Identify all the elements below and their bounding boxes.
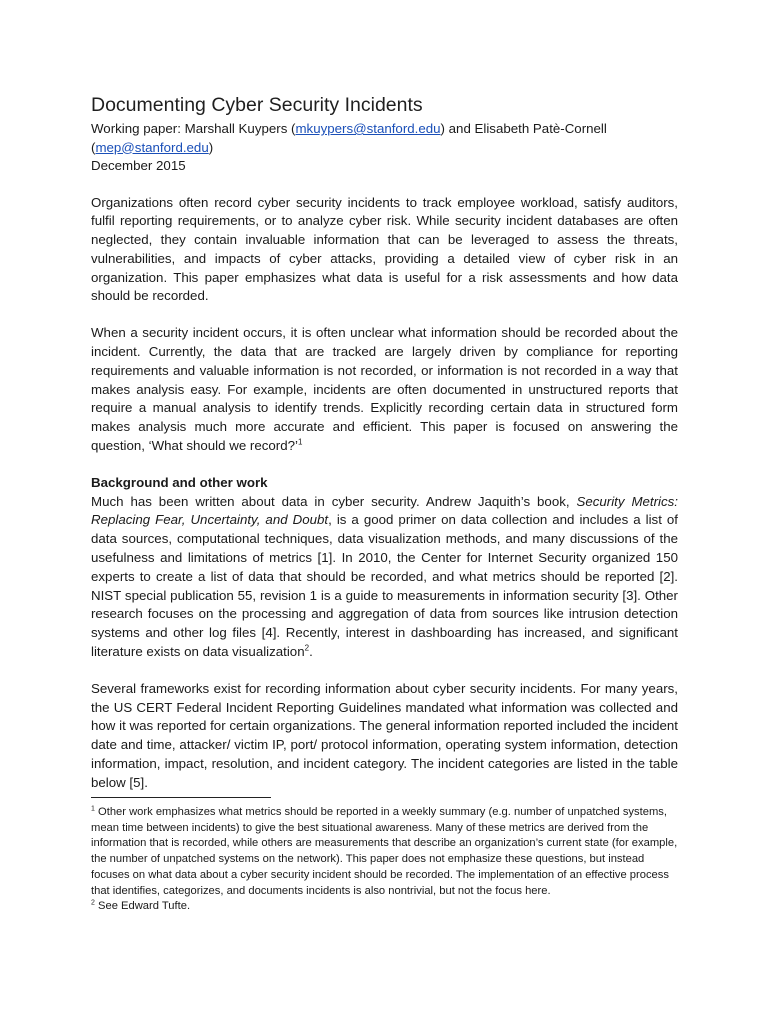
background-end: . bbox=[309, 644, 313, 660]
paragraph-incident-text bbox=[91, 324, 678, 456]
paragraph-incident bbox=[91, 324, 678, 456]
email-link-pate-cornell[interactable]: mep@stanford.edu bbox=[95, 139, 209, 155]
paper-date: December 2015 bbox=[91, 158, 186, 173]
paragraph-incident-body: When a security incident occurs, it is often unclear what information should be recorded about the incident. Currently, the data that are tracked are largely driven by compliance for reporting requirements and valuable information is not recorded, or information is not recorded in a way that makes analysis easy. For example, incidents are often documented in unstructured reports that require a manual analysis to identify trends. Explicitly recording certain data in structured form makes analysis much more accurate and efficient. This paper is focused on answering the question, ‘What should we record?’ bbox=[91, 325, 678, 454]
footnote-2 bbox=[91, 899, 681, 915]
footnote-1-text: Other work emphasizes what metrics should be reported in a weekly summary (e.g. number of unpatched systems, mean time between incidents) to give the best situational awareness. Many of these metrics are derived from the information that is recorded, while others are measurements that describe an organization’s current state (for example, the number of unpatched systems on the network). This paper does not emphasize these questions, but instead focuses on what data about a cyber security incident should be recorded. The implementation of an effective process that identifies, categorizes, and documents incidents is also nontrivial, but not the focus here. bbox=[91, 806, 678, 897]
paragraph-background-text bbox=[91, 493, 678, 662]
paragraph-frameworks-text: Several frameworks exist for recording information about cyber security incidents. For many years, the US CERT Federal Incident Reporting Guidelines mandated what information was collected and how it was reported for certain organizations. The general information reported included the incident date and time, attacker/ victim IP, port/ protocol information, operating system information, detection information, impact, resolution, and incident category. The incident categories are listed in the table below [5]. bbox=[91, 680, 678, 790]
paper-title: Documenting Cyber Security Incidents bbox=[91, 94, 423, 116]
footnote-ref-1[interactable]: 1 bbox=[297, 437, 303, 447]
footnote-ref-2[interactable]: 2 bbox=[304, 643, 310, 653]
paragraph-frameworks bbox=[91, 680, 678, 793]
main-content bbox=[91, 93, 678, 793]
paragraph-background bbox=[91, 493, 678, 662]
footnotes bbox=[91, 805, 681, 915]
email-link-kuypers[interactable]: mkuypers@stanford.edu bbox=[295, 121, 441, 136]
paragraph-intro bbox=[91, 194, 678, 307]
footnote-1 bbox=[91, 805, 681, 899]
footnote-2-text: See Edward Tufte. bbox=[98, 900, 191, 913]
footnote-1-number: 1 bbox=[91, 805, 95, 813]
background-pre: Much has been written about data in cyber security. Andrew Jaquith’s book, bbox=[91, 493, 577, 509]
background-post: , is a good primer on data collection and includes a list of data sources, computational techniques, data visualization methods, and many discussions of the usefulness and limitations of metrics [1]. In 2010, the Center for Internet Security organized 150 experts to create a list of data that should be recorded, and what metrics should be reported [2]. NIST special publication 55, revision 1 is a guide to measurements in information security [3]. Other research focuses on the processing and aggregation of data from sources like intrusion detection systems and other log files [4]. Recently, interest in dashboarding has increased, and significant literature exists on data visualization bbox=[91, 512, 678, 660]
paragraph-intro-text: Organizations often record cyber security incidents to track employee workload, satisfy auditors, fulfil reporting requirements, or to analyze cyber risk. While security incident databases are often neglected, they contain invaluable information that can be leveraged to assess the threats, vulnerabilities, and impacts of cyber attacks, providing a detailed view of cyber risk in an organization. This paper emphasizes what data is useful for a risk assessments and how data should be recorded. bbox=[91, 194, 678, 304]
paren-open: ( bbox=[91, 139, 96, 155]
footnote-divider bbox=[91, 797, 271, 798]
section-heading: Background and other work bbox=[91, 474, 268, 490]
paren-close: ) bbox=[208, 139, 214, 155]
byline-middle: ) and Elisabeth Patè-Cornell bbox=[440, 121, 607, 136]
footnote-2-number: 2 bbox=[91, 899, 95, 907]
byline-prefix: Working paper: Marshall Kuypers ( bbox=[91, 121, 296, 136]
book-title: Security Metrics: Replacing Fear, Uncertainty, and Doubt bbox=[91, 493, 678, 528]
byline bbox=[91, 120, 678, 157]
